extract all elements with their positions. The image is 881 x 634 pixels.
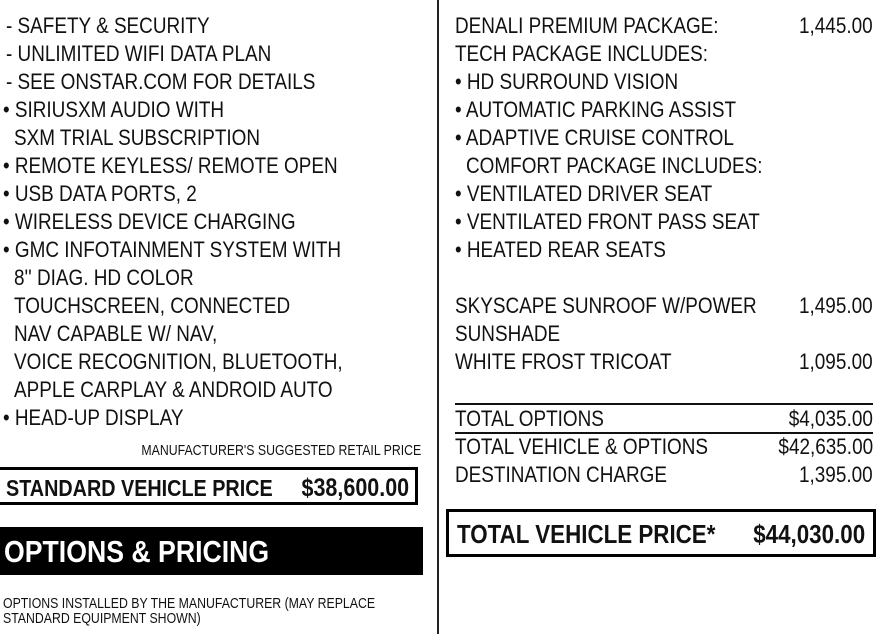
total-vehicle-price-label: TOTAL VEHICLE PRICE* <box>457 519 716 549</box>
sunroof-option-price: 1,495.00 <box>799 293 873 318</box>
standard-vehicle-price-value: $38,600.00 <box>301 474 409 502</box>
package-line: • HEATED REAR SEATS <box>455 237 666 262</box>
options-pricing-header <box>0 527 423 575</box>
standard-vehicle-price-label: STANDARD VEHICLE PRICE <box>6 475 273 501</box>
package-price: 1,445.00 <box>799 13 873 38</box>
paint-option-price: 1,095.00 <box>799 349 873 374</box>
feature-line: NAV CAPABLE W/ NAV, <box>14 321 218 346</box>
options-note-line: STANDARD EQUIPMENT SHOWN) <box>3 610 201 627</box>
standard-vehicle-price-box <box>0 467 418 505</box>
destination-charge-value: 1,395.00 <box>799 462 873 487</box>
feature-line: • GMC INFOTAINMENT SYSTEM WITH <box>3 237 342 262</box>
total-options-value: $4,035.00 <box>788 406 873 431</box>
feature-line: • HEAD-UP DISPLAY <box>3 405 184 430</box>
feature-line: 8'' DIAG. HD COLOR <box>14 265 194 290</box>
feature-line: SXM TRIAL SUBSCRIPTION <box>14 125 261 150</box>
feature-line: - SEE ONSTAR.COM FOR DETAILS <box>6 69 316 94</box>
feature-line: APPLE CARPLAY & ANDROID AUTO <box>14 377 333 402</box>
package-line: COMFORT PACKAGE INCLUDES: <box>466 153 763 178</box>
msrp-label: MANUFACTURER'S SUGGESTED RETAIL PRICE <box>141 442 421 459</box>
sunroof-option-name-cont: SUNSHADE <box>455 321 561 346</box>
options-pricing-title: OPTIONS & PRICING <box>4 534 270 569</box>
feature-line: - SAFETY & SECURITY <box>6 13 210 38</box>
feature-line: • USB DATA PORTS, 2 <box>3 181 197 206</box>
options-note-line: OPTIONS INSTALLED BY THE MANUFACTURER (MAY REPLACE <box>3 595 376 612</box>
feature-line: • REMOTE KEYLESS/ REMOTE OPEN <box>3 153 338 178</box>
package-line: • AUTOMATIC PARKING ASSIST <box>455 97 737 122</box>
total-vehicle-price-value: $44,030.00 <box>753 519 865 549</box>
feature-line: • WIRELESS DEVICE CHARGING <box>3 209 296 234</box>
feature-line: • SIRIUSXM AUDIO WITH <box>3 97 225 122</box>
total-vehicle-options-label: TOTAL VEHICLE & OPTIONS <box>455 434 709 459</box>
feature-line: VOICE RECOGNITION, BLUETOOTH, <box>14 349 343 374</box>
package-line: • HD SURROUND VISION <box>455 69 679 94</box>
package-line: • ADAPTIVE CRUISE CONTROL <box>455 125 734 150</box>
total-vehicle-options-value: $42,635.00 <box>778 434 873 459</box>
feature-line: - UNLIMITED WIFI DATA PLAN <box>6 41 272 66</box>
feature-line: TOUCHSCREEN, CONNECTED <box>14 293 291 318</box>
package-line: • VENTILATED FRONT PASS SEAT <box>455 209 760 234</box>
destination-charge-label: DESTINATION CHARGE <box>455 462 668 487</box>
package-line: • VENTILATED DRIVER SEAT <box>455 181 713 206</box>
total-options-label: TOTAL OPTIONS <box>455 406 604 431</box>
paint-option-name: WHITE FROST TRICOAT <box>455 349 672 374</box>
package-line: TECH PACKAGE INCLUDES: <box>455 41 709 66</box>
total-vehicle-price-box <box>446 509 876 557</box>
column-divider <box>437 0 439 634</box>
package-name: DENALI PREMIUM PACKAGE: <box>455 13 719 38</box>
sunroof-option-name: SKYSCAPE SUNROOF W/POWER <box>455 293 757 318</box>
